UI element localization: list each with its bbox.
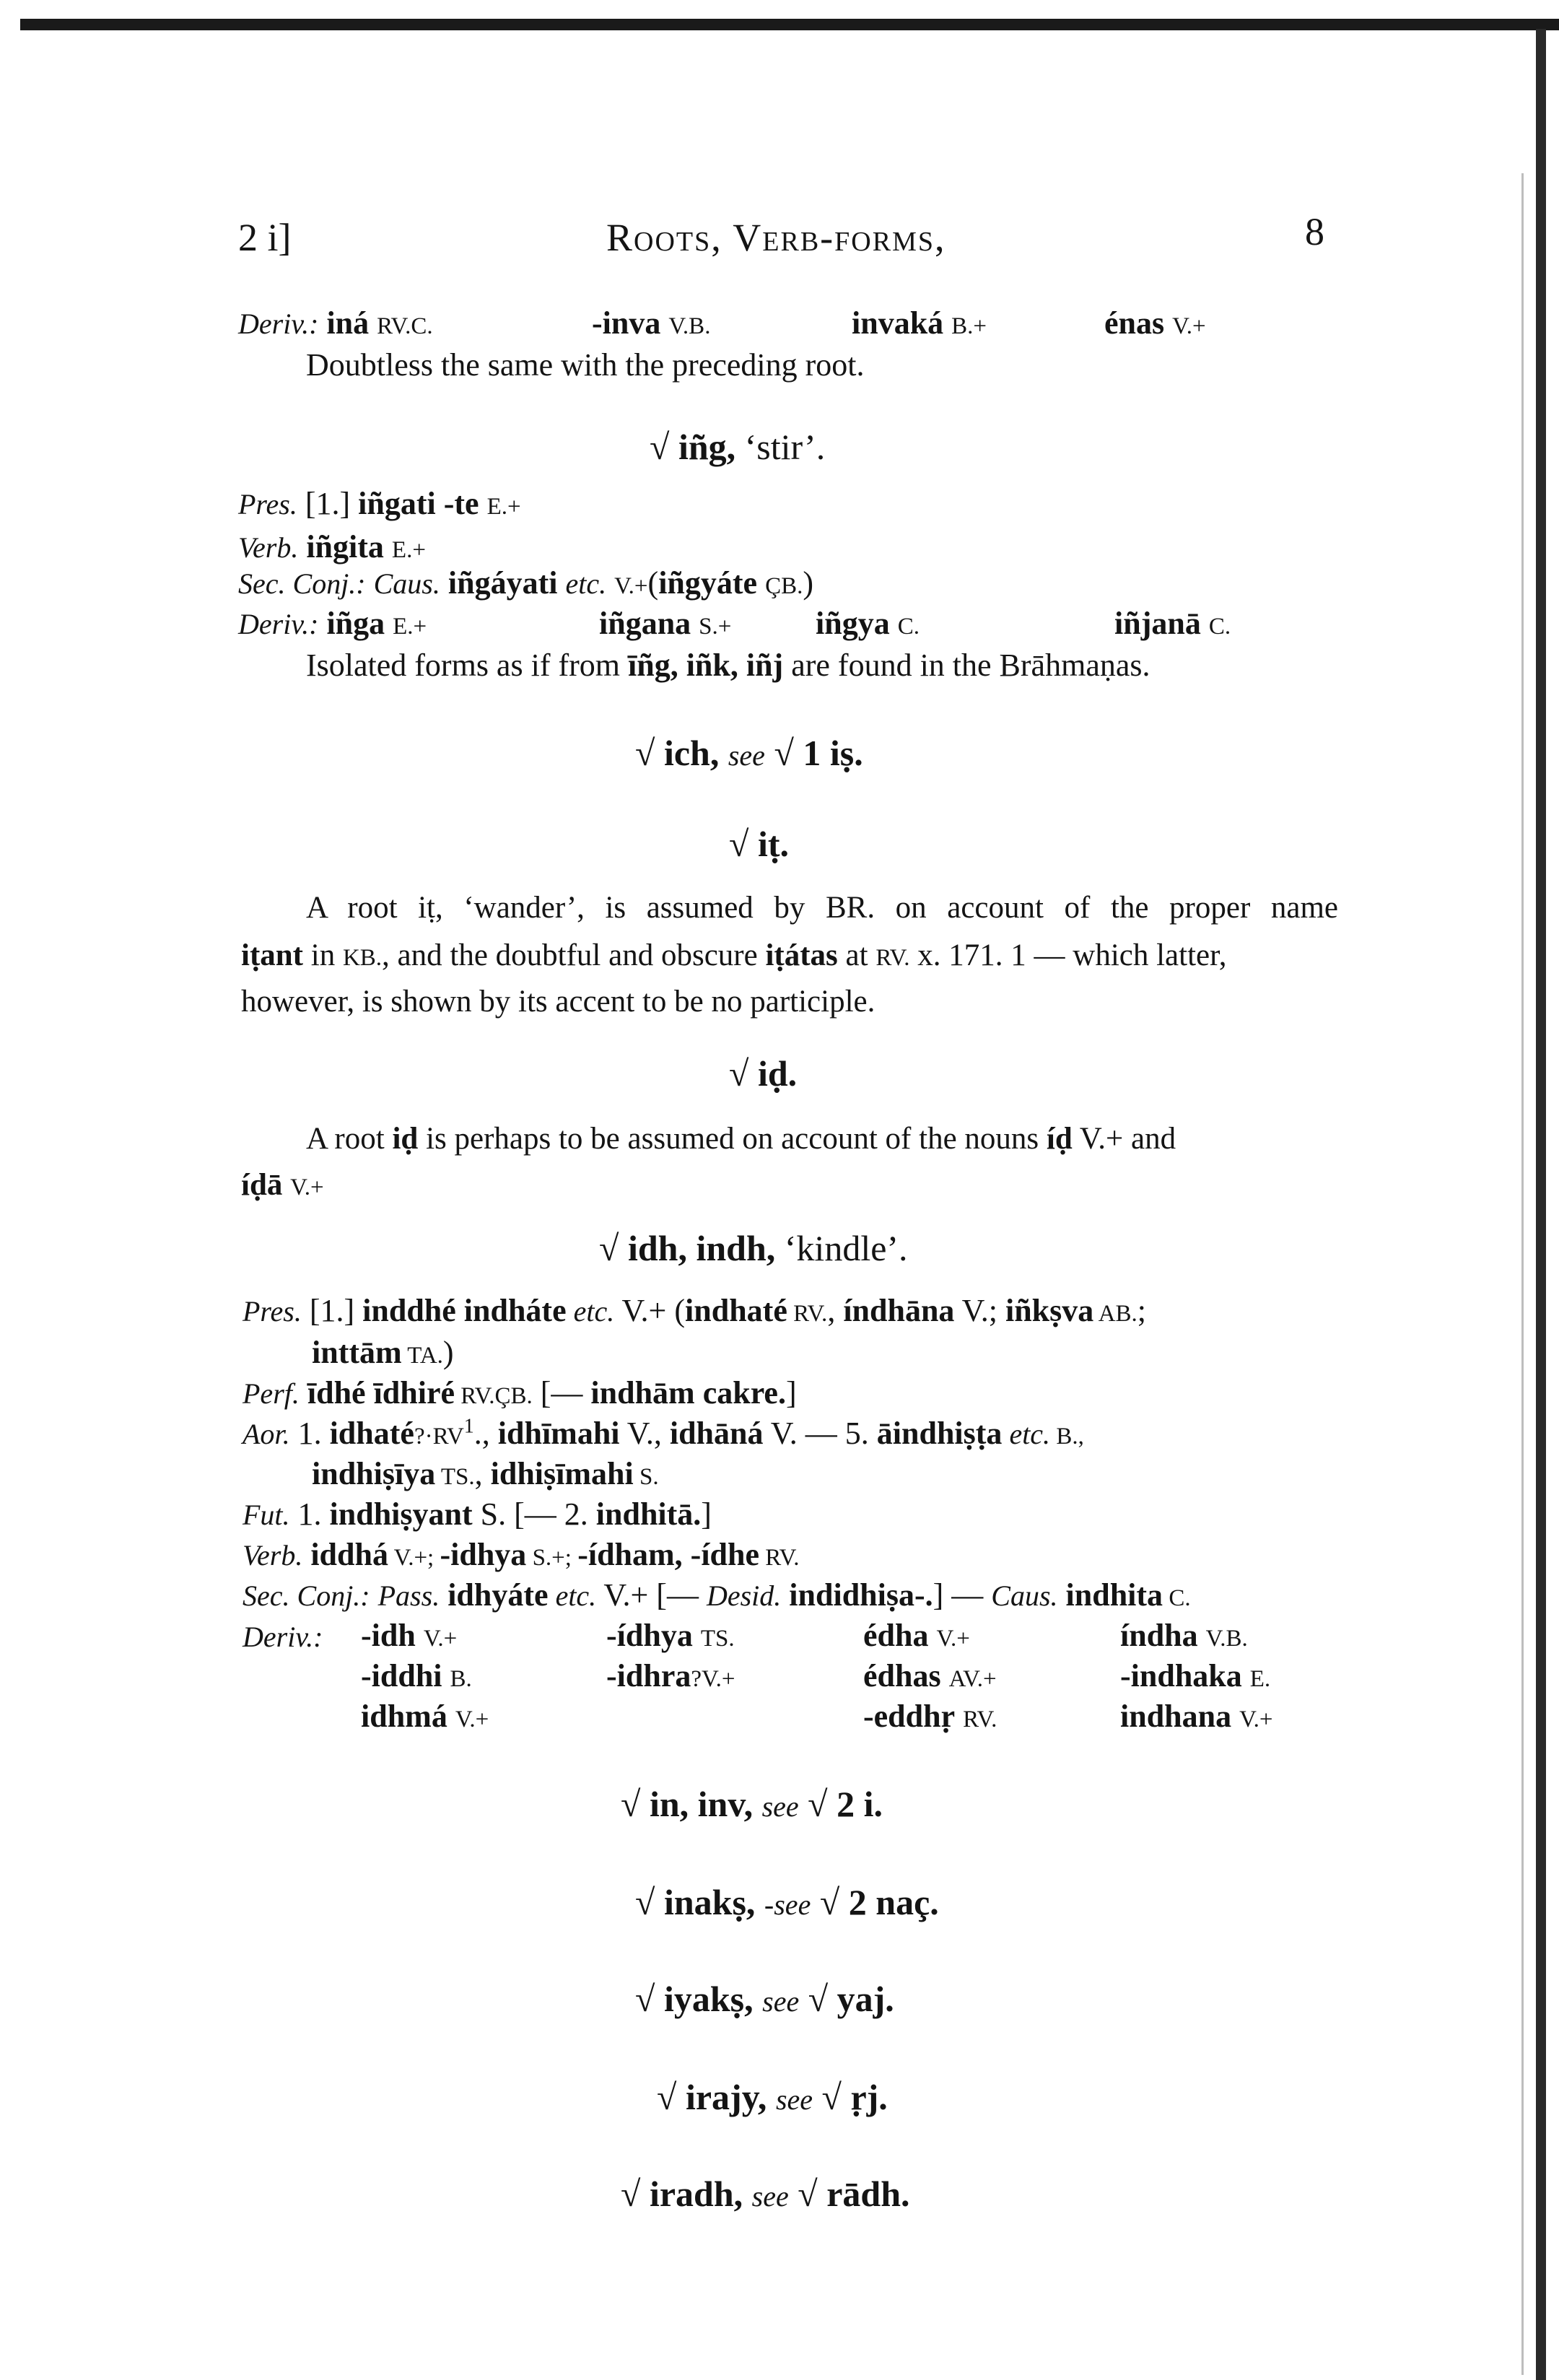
root-sign-icon: √ [808, 1784, 828, 1824]
pres-line: Pres. [1.] iñgati -te E.+ [238, 486, 521, 521]
cross-ref: √ in, inv, see √ 2 i. [621, 1784, 883, 1824]
deriv-item: -indhaka E. [1120, 1658, 1271, 1694]
pres-line: Pres. [1.] inddhé indháte etc. V.+ (indhaté RV., índhāna V.; iñkṣva AB.; [243, 1293, 1147, 1328]
right-page-shadow [1521, 173, 1524, 2375]
root-sign-icon: √ [821, 2077, 842, 2117]
perf-line: Perf. īdhé īdhiré RV.ÇB. [— indhām cakre.] [243, 1375, 797, 1411]
cross-ref: √ irajy, see √ ṛj. [657, 2077, 888, 2117]
sec-conj-line: Sec. Conj.: Pass. idhyáte etc. V.+ [— Desid. indidhiṣa-.] — Caus. indhita C. [243, 1577, 1191, 1613]
deriv-form: -inva [592, 305, 661, 341]
deriv-item: -iddhi B. [361, 1658, 472, 1694]
page-number: 8 [1305, 210, 1324, 253]
deriv-source: RV.C. [377, 313, 433, 339]
section-marker: 2 i] [238, 216, 292, 259]
deriv-item: iñgya C. [816, 606, 920, 641]
cross-ref: √ iradh, see √ rādh. [621, 2174, 910, 2214]
root-heading-it: √ iṭ. [729, 824, 789, 864]
paragraph-line: iṭant in KB., and the doubtful and obscure iṭátas at RV. x. 171. 1 — which latter, [241, 938, 1227, 972]
deriv-form: énas [1104, 305, 1165, 341]
cross-ref: √ inakṣ, -see √ 2 naç. [635, 1882, 939, 1922]
verb-line: Verb. iddhá V.+; -idhya S.+; -ídham, -ídhe RV. [243, 1537, 800, 1572]
root-sign-icon: √ [729, 1053, 749, 1094]
deriv-source: V.+ [1172, 313, 1206, 339]
deriv-item: -eddhṛ RV. [863, 1699, 997, 1734]
root-sign-icon: √ [819, 1882, 840, 1922]
root-heading-ing: √ iñg, ‘stir’. [650, 427, 826, 467]
root-sign-icon: √ [808, 1979, 829, 2019]
deriv-item: iñgana S.+ [599, 606, 732, 641]
sec-conj-line: Sec. Conj.: Caus. iñgáyati etc. V.+(iñgyáte ÇB.) [238, 565, 814, 601]
deriv-form: iná [326, 305, 370, 341]
deriv-item: idhmá V.+ [361, 1699, 489, 1734]
deriv-item: -idh V.+ [361, 1618, 458, 1653]
right-page-edge [1536, 29, 1546, 2380]
root-sign-icon: √ [774, 733, 794, 773]
page-title: Roots, Verb-forms, [606, 216, 946, 259]
deriv-item [1104, 305, 1206, 341]
deriv-form: invaká [852, 305, 944, 341]
deriv-label: Deriv.: [243, 1621, 323, 1653]
root-sign-icon: √ [635, 733, 655, 773]
deriv-item: iñjanā C. [1114, 606, 1231, 641]
deriv-item: índha V.B. [1120, 1618, 1248, 1653]
deriv-line [238, 305, 433, 341]
root-sign-icon: √ [599, 1228, 619, 1268]
note-text: Isolated forms as if from īñg, iñk, iñj are found in the Brāhmaṇas. [306, 648, 1150, 683]
verb-line: Verb. iñgita E.+ [238, 529, 426, 565]
deriv-item: -idhra?V.+ [606, 1658, 735, 1694]
deriv-item: -ídhya TS. [606, 1618, 735, 1653]
root-sign-icon: √ [729, 824, 749, 864]
root-sign-icon: √ [798, 2174, 818, 2214]
root-sign-icon: √ [635, 1979, 655, 2019]
root-heading-ich: √ ich, see √ 1 iṣ. [635, 733, 863, 773]
deriv-item: édhas AV.+ [863, 1658, 997, 1694]
deriv-item: édha V.+ [863, 1618, 970, 1653]
paragraph-line: A root iḍ is perhaps to be assumed on account of the nouns íḍ V.+ and [306, 1122, 1176, 1156]
root-sign-icon: √ [635, 1882, 655, 1922]
aor-line: Aor. 1. $idhaté?\cdot RV^1$., idhīmahi V., idhāná V. — 5. āindhiṣṭa etc. B., [243, 1415, 1084, 1451]
paragraph-line: however, is shown by its accent to be no participle. [241, 985, 875, 1019]
paragraph-line: A root iṭ, ‘wander’, is assumed by BR. on account of the proper name [306, 891, 1338, 925]
note-text: Doubtless the same with the preceding root. [306, 347, 865, 383]
root-heading-idh: √ idh, indh, ‘kindle’. [599, 1228, 908, 1268]
aor-line-cont: indhiṣīya TS., idhiṣīmahi S. [312, 1456, 659, 1491]
deriv-label: Deriv.: [238, 308, 319, 340]
cross-ref: √ iyakṣ, see √ yaj. [635, 1979, 894, 2019]
deriv-item: indhana V.+ [1120, 1699, 1273, 1734]
deriv-source: V.B. [668, 313, 711, 339]
root-sign-icon: √ [657, 2077, 677, 2117]
deriv-item [852, 305, 987, 341]
root-heading-id: √ iḍ. [729, 1053, 798, 1094]
deriv-source: B.+ [951, 313, 987, 339]
deriv-line: Deriv.: iñga E.+ [238, 606, 427, 641]
root-sign-icon: √ [621, 2174, 641, 2214]
pres-line-cont: inttām TA.) [312, 1335, 454, 1370]
root-sign-icon: √ [621, 1784, 641, 1824]
top-border-rule [20, 19, 1559, 30]
paragraph-line: íḍā V.+ [241, 1168, 324, 1202]
deriv-item [592, 305, 710, 341]
fut-line: Fut. 1. indhiṣyant S. [— 2. indhitā.] [243, 1496, 712, 1532]
root-sign-icon: √ [650, 427, 670, 467]
